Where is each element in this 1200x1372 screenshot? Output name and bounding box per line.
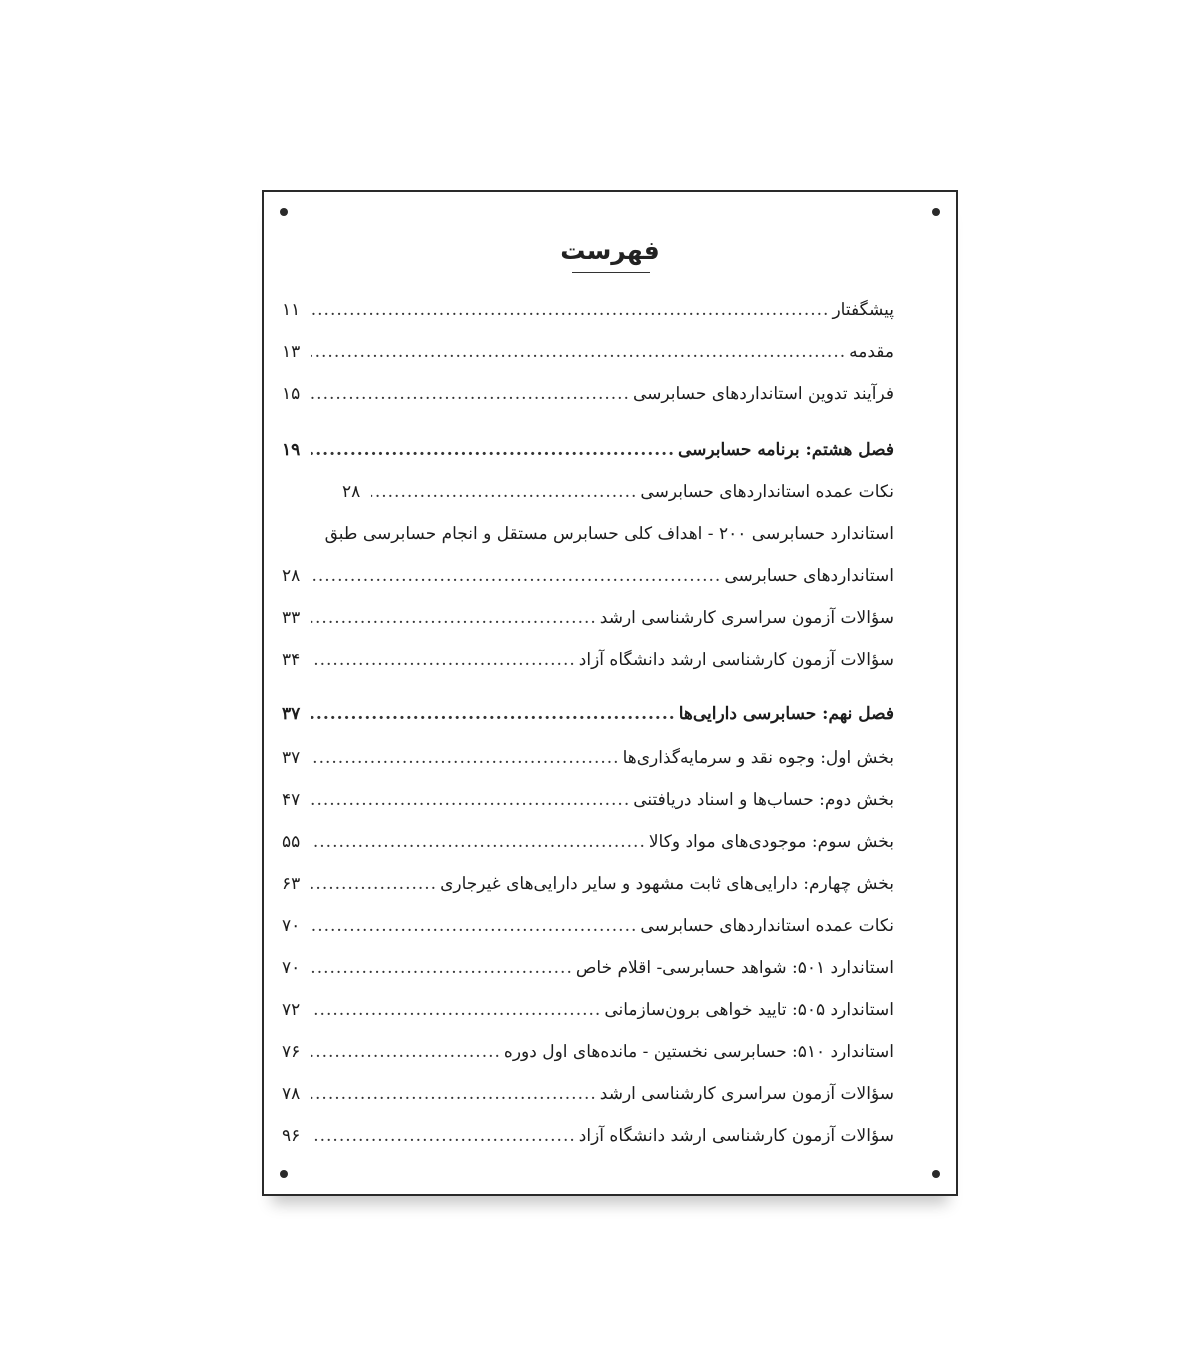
dot-leader xyxy=(371,482,637,502)
dot-leader xyxy=(311,342,846,362)
toc-entry-page: ۳۴ xyxy=(282,650,301,670)
toc-entry-page: ۷۰ xyxy=(282,958,301,978)
toc-entry-page: ۱۵ xyxy=(282,384,301,404)
toc-entry-page: ۷۲ xyxy=(282,1000,301,1020)
dot-leader xyxy=(311,874,437,894)
toc-entry-page: ۲۸ xyxy=(282,566,301,586)
toc-entry-page: ۲۸ xyxy=(342,482,361,502)
toc-entry-page: ۷۰ xyxy=(282,916,301,936)
toc-entry-page: ۱۳ xyxy=(282,342,301,362)
toc-entry xyxy=(282,566,894,596)
toc-entry-label: پیشگفتار xyxy=(832,300,894,320)
toc-entry xyxy=(282,1126,894,1156)
toc-entry-label: مقدمه xyxy=(849,342,894,362)
toc-entry xyxy=(282,650,894,680)
toc-entry xyxy=(282,300,894,330)
toc-entry xyxy=(282,916,894,946)
toc-entry xyxy=(282,342,894,372)
toc-chapter-label: فصل نهم: حسابرسی دارایی‌ها xyxy=(678,704,894,724)
toc-entry-label: استاندارد ۵۰۵: تایید خواهی برون‌سازمانی xyxy=(604,1000,894,1020)
toc-entry-label: استانداردهای حسابرسی xyxy=(724,566,894,586)
toc-entry-label: فرآیند تدوین استانداردهای حسابرسی xyxy=(632,384,894,404)
toc-entry-page: ۴۷ xyxy=(282,790,301,810)
dot-leader xyxy=(311,608,597,628)
toc-entry-label: نکات عمده استانداردهای حسابرسی xyxy=(640,482,894,502)
dot-leader xyxy=(311,832,646,852)
toc-entry-page: ۷۶ xyxy=(282,1042,301,1062)
toc-chapter xyxy=(282,704,894,734)
dot-leader xyxy=(311,440,675,460)
toc-entry-label: استاندارد حسابرسی ۲۰۰ - اهداف کلی حسابرس مستقل و انجام حسابرسی طبق xyxy=(324,524,894,544)
toc-entry xyxy=(342,482,894,512)
toc-entry-label: سؤالات آزمون کارشناسی ارشد دانشگاه آزاد xyxy=(578,650,894,670)
toc-entry xyxy=(282,1084,894,1114)
dot-leader xyxy=(311,704,676,724)
toc-entry-page: ۳۳ xyxy=(282,608,301,628)
toc-entry xyxy=(282,832,894,862)
toc-entry xyxy=(282,748,894,778)
dot-leader xyxy=(311,1084,597,1104)
dot-leader xyxy=(311,1042,501,1062)
corner-dot-icon xyxy=(932,208,940,216)
dot-leader xyxy=(311,748,620,768)
toc-entry xyxy=(282,384,894,414)
dot-leader xyxy=(311,790,630,810)
page-title: فهرست xyxy=(560,236,660,265)
toc-chapter xyxy=(282,440,894,470)
dot-leader xyxy=(311,916,637,936)
dot-leader xyxy=(311,650,576,670)
toc-entry-label: بخش چهارم: دارایی‌های ثابت مشهود و سایر دارایی‌های غیرجاری xyxy=(440,874,894,894)
corner-dot-icon xyxy=(280,1170,288,1178)
toc-entry xyxy=(282,790,894,820)
toc-chapter-page: ۱۹ xyxy=(282,440,301,460)
dot-leader xyxy=(311,566,721,586)
dot-leader xyxy=(311,958,573,978)
toc-entry xyxy=(282,524,894,554)
dot-leader xyxy=(311,384,630,404)
toc-entry-page: ۹۶ xyxy=(282,1126,301,1146)
toc-entry-page: ۷۸ xyxy=(282,1084,301,1104)
dot-leader xyxy=(311,1126,576,1146)
toc-entry-label: سؤالات آزمون سراسری کارشناسی ارشد xyxy=(599,608,894,628)
toc-entry-label: سؤالات آزمون کارشناسی ارشد دانشگاه آزاد xyxy=(578,1126,894,1146)
toc-entry xyxy=(282,874,894,904)
toc-entry-page: ۶۳ xyxy=(282,874,301,894)
corner-dot-icon xyxy=(280,208,288,216)
toc-entry-page: ۱۱ xyxy=(282,300,301,320)
dot-leader xyxy=(311,300,829,320)
corner-dot-icon xyxy=(932,1170,940,1178)
toc-entry xyxy=(282,608,894,638)
toc-entry xyxy=(282,958,894,988)
toc-entry-label: استاندارد ۵۱۰: حسابرسی نخستین - مانده‌های اول دوره xyxy=(503,1042,894,1062)
toc-chapter-label: فصل هشتم: برنامه حسابرسی xyxy=(678,440,894,460)
toc-entry-label: بخش اول: وجوه نقد و سرمایه‌گذاری‌ها xyxy=(622,748,894,768)
toc-entry-label: سؤالات آزمون سراسری کارشناسی ارشد xyxy=(599,1084,894,1104)
toc-entry-page: ۳۷ xyxy=(282,748,301,768)
title-underline xyxy=(572,272,650,273)
dot-leader xyxy=(311,1000,601,1020)
toc-entry-page: ۵۵ xyxy=(282,832,301,852)
toc-entry-label: استاندارد ۵۰۱: شواهد حسابرسی- اقلام خاص xyxy=(575,958,894,978)
toc-chapter-page: ۳۷ xyxy=(282,704,301,724)
toc-entry-label: بخش دوم: حساب‌ها و اسناد دریافتنی xyxy=(633,790,894,810)
toc-entry-label: بخش سوم: موجودی‌های مواد وکالا xyxy=(648,832,894,852)
toc-entry xyxy=(282,1000,894,1030)
toc-page xyxy=(262,190,958,1196)
toc-entry xyxy=(282,1042,894,1072)
toc-entry-label: نکات عمده استانداردهای حسابرسی xyxy=(640,916,894,936)
